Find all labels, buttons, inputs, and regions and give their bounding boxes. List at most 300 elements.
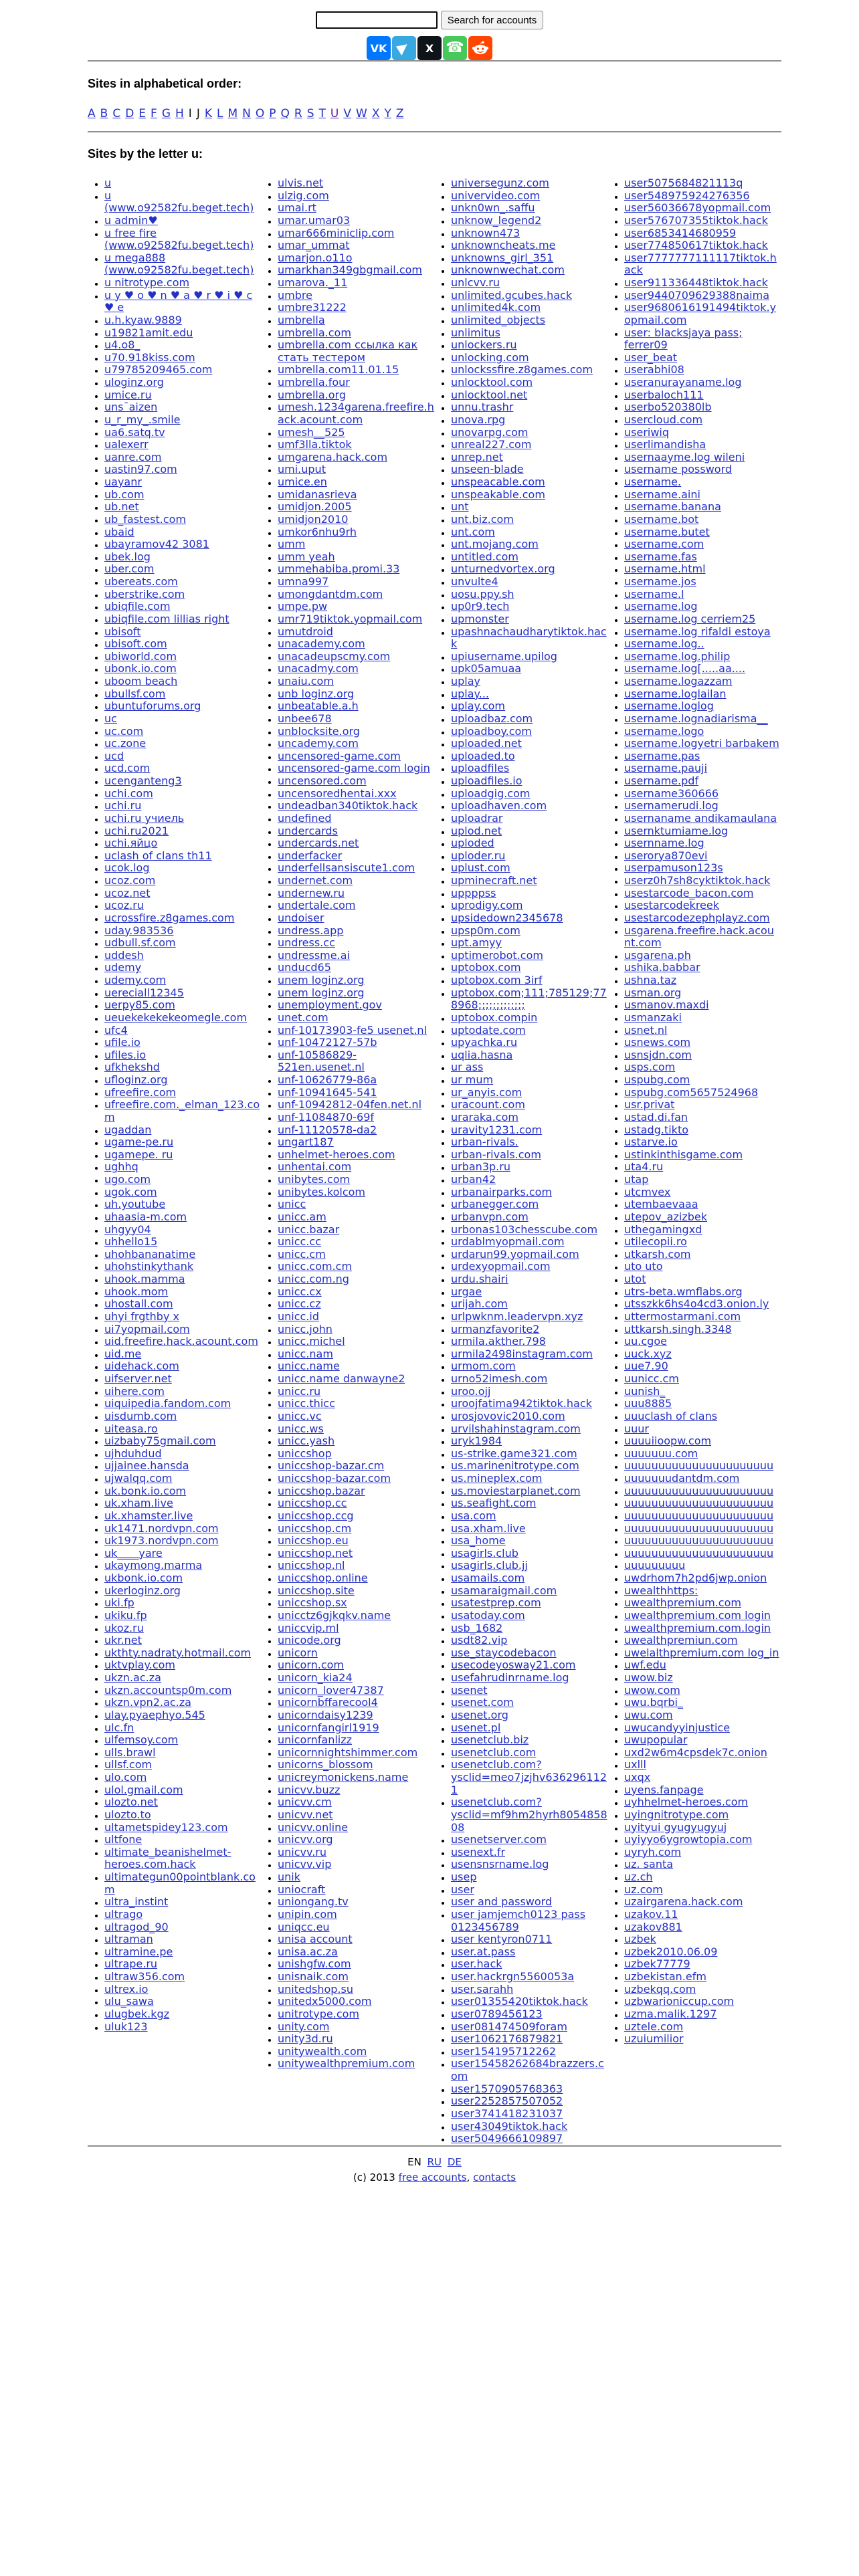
site-link[interactable]: uppppss [451,886,496,899]
site-link[interactable]: unicvv.ru [278,1845,327,1858]
site-link[interactable]: umbrella.four [278,376,350,389]
site-link[interactable]: umr719tiktok.yopmail.com [278,612,423,625]
site-link[interactable]: user and password [451,1895,553,1909]
site-link[interactable]: ubereats.com [104,575,178,588]
site-link[interactable]: ummehabiba.promi.33 [278,562,400,576]
language-link-de[interactable]: DE [447,2155,462,2168]
site-link[interactable]: utrs-beta.wmflabs.org [624,1285,743,1298]
site-link[interactable]: ubisoft [104,625,141,638]
site-link[interactable]: unicorn_kia24 [278,1671,353,1684]
site-link[interactable]: us.mineplex.com [451,1472,543,1485]
site-link[interactable]: uki.fp [104,1596,134,1610]
site-link[interactable]: uptobox.com 3irf [451,974,543,986]
site-link[interactable]: ulay.pyaephyo.545 [104,1708,205,1721]
site-link[interactable]: uloginz.org [104,376,164,389]
letter-link-B[interactable]: B [100,107,108,120]
site-link[interactable]: uhyi frgthby x [104,1309,179,1323]
site-link[interactable]: uz.ch [624,1870,653,1883]
site-link[interactable]: unik [278,1870,300,1883]
site-link[interactable]: uwealthpremium.com [624,1596,741,1610]
site-link[interactable]: uk____yare [104,1546,163,1560]
site-link[interactable]: unbeatable.a.h [278,700,359,713]
site-link[interactable]: umidjon.2005 [278,500,352,514]
site-link[interactable]: unhentai.com [278,1160,352,1174]
site-link[interactable]: unacademy.com [278,637,365,651]
site-link[interactable]: u mega888 (www.o92582fu.beget.tech) [104,251,254,277]
site-link[interactable]: uplust.com [451,861,510,875]
site-link[interactable]: usestarcodezephplayz.com [624,911,770,924]
site-link[interactable]: uh.youtube [104,1198,166,1211]
site-link[interactable]: unicc.vc [278,1409,322,1422]
site-link[interactable]: uc.com [104,724,144,738]
site-link[interactable]: uzbek [624,1933,656,1946]
site-link[interactable]: username.logazzam [624,675,733,687]
site-link[interactable]: ulugbek.kgz [104,2007,170,2020]
site-link[interactable]: unf-10626779-86a [278,1073,377,1086]
site-link[interactable]: ukthty.nadraty.hotmail.com [104,1646,252,1659]
site-link[interactable]: unseen-blade [451,463,524,476]
site-link[interactable]: uncensored.com [278,774,367,787]
site-link[interactable]: ultraw356.com [104,1970,185,1983]
site-link[interactable]: uktvplay.com [104,1658,175,1672]
site-link[interactable]: unb loginz.org [278,687,355,700]
site-link[interactable]: ucoz.ru [104,899,144,912]
search-input[interactable] [316,11,438,29]
site-link[interactable]: ucd [104,749,124,762]
site-link[interactable]: upiusername.upilog [451,649,557,663]
site-link[interactable]: uanre.com [104,450,162,463]
site-link[interactable]: uniccshop.cm [278,1521,352,1535]
site-link[interactable]: urban-rivals. [451,1136,518,1149]
site-link[interactable]: unicc.com.ng [278,1273,349,1285]
site-link[interactable]: uwealthhttps: [624,1584,698,1597]
site-link[interactable]: uniccshop.cc [278,1497,347,1510]
site-link[interactable]: uniccshop-bazar.com [278,1472,391,1485]
site-link[interactable]: ur_anyis.com [451,1085,522,1099]
site-link[interactable]: uploadfiles.io [451,774,522,787]
site-link[interactable]: urbanegger.com [451,1198,539,1211]
site-link[interactable]: urosjovovic2010.com [451,1409,565,1422]
site-link[interactable]: unlimited4k.com [451,301,541,314]
site-link[interactable]: umongdantdm.com [278,587,383,601]
site-link[interactable]: umm [278,538,306,551]
site-link[interactable]: uizbaby75gmail.com [104,1434,216,1448]
site-link[interactable]: user0789456123 [451,2007,543,2020]
site-link[interactable]: umgarena.hack.com [278,450,388,463]
site-link[interactable]: ukzn.accountsp0m.com [104,1683,232,1697]
site-link[interactable]: unt.com [451,525,495,538]
site-link[interactable]: unreal227.com [451,438,532,451]
site-link[interactable]: us-strike.game321.com [451,1446,577,1460]
site-link[interactable]: unicvv.cm [278,1796,332,1809]
site-link[interactable]: uttkarsh.singh.3348 [624,1322,732,1335]
site-link[interactable]: ua6.satq.tv [104,425,165,439]
site-link[interactable]: up0r9.tech [451,600,510,613]
site-link[interactable]: user jamjemch0123 pass 0123456789 [451,1907,586,1933]
site-link[interactable]: unicorn [278,1646,318,1659]
site-link[interactable]: ujhduhdud [104,1446,162,1460]
site-link[interactable]: ukzn.ac.za [104,1671,161,1684]
site-link[interactable]: undeadban340tiktok.hack [278,799,418,813]
site-link[interactable]: usecodeyosway21.com [451,1658,576,1672]
site-link[interactable]: uniccshop.ccg [278,1509,354,1522]
site-link[interactable]: upminecraft.net [451,874,537,887]
site-link[interactable]: ucok.log [104,861,150,875]
site-link[interactable]: uuu8885 [624,1397,672,1410]
site-link[interactable]: unem loginz.org [278,974,365,986]
site-link[interactable]: user1570905768363 [451,2082,563,2095]
site-link[interactable]: uhaasia-m.com [104,1210,187,1223]
site-link[interactable]: uploaded.to [451,749,515,762]
site-link[interactable]: unicc.thicc [278,1397,335,1410]
site-link[interactable]: unrep.net [451,450,503,463]
site-link[interactable]: username.fas [624,550,697,563]
site-link[interactable]: unicreymonickens.name [278,1771,409,1784]
site-link[interactable]: usenet.pl [451,1721,501,1734]
site-link[interactable]: urno52imesh.com [451,1372,548,1385]
site-link[interactable]: username.loglailan [624,687,727,700]
site-link[interactable]: unicornnightshimmer.com [278,1745,418,1759]
site-link[interactable]: usa.xham.live [451,1521,526,1535]
site-link[interactable]: user: blacksjaya pass; ferrer09 [624,326,743,352]
site-link[interactable]: ufile.io [104,1036,140,1049]
site-link[interactable]: usamails.com [451,1572,525,1584]
site-link[interactable]: ukaymong.marma [104,1559,203,1572]
site-link[interactable]: usernaayme.log wileni [624,450,745,463]
site-link[interactable]: unibytes.com [278,1173,351,1186]
site-link[interactable]: usernktumiame.log [624,824,729,837]
site-link[interactable]: uniccshop-bazar.cm [278,1459,385,1473]
site-link[interactable]: uuuuuuuuu [624,1559,686,1572]
site-link[interactable]: uyhhelmet-heroes.com [624,1796,749,1809]
site-link[interactable]: univervideo.com [451,189,541,202]
site-link[interactable]: uhhello15 [104,1235,158,1249]
site-link[interactable]: uzbekqq.com [624,1982,696,1996]
site-link[interactable]: ueuekekekekeomegle.com [104,1010,248,1024]
site-link[interactable]: u.h.kyaw.9889 [104,313,182,326]
site-link[interactable]: upk05amuaa [451,662,522,675]
site-link[interactable]: unt.mojang.com [451,538,539,551]
site-link[interactable]: username.lognadiarisma__ [624,712,768,725]
site-link[interactable]: user1062176879821 [451,2032,563,2046]
site-link[interactable]: unf-10586829-521en.usenet.nl [278,1048,365,1074]
site-link[interactable]: ubonk.io.com [104,662,177,675]
site-link[interactable]: ustinkinthisgame.com [624,1148,743,1161]
site-link[interactable]: uk1471.nordvpn.com [104,1521,219,1535]
site-link[interactable]: username.loglog [624,700,714,713]
site-link[interactable]: unaiu.com [278,675,334,687]
site-link[interactable]: uwu.com [624,1708,673,1721]
site-link[interactable]: urdablmyopmail.com [451,1235,565,1249]
site-link[interactable]: unicc.name [278,1360,340,1373]
site-link[interactable]: user5049666109897 [451,2132,563,2145]
site-link[interactable]: uploaded.net [451,737,522,750]
site-link[interactable]: uuuuuuuuuuuuuuuuuuuuuu [624,1546,774,1560]
site-link[interactable]: user911336448tiktok.hack [624,276,768,289]
site-link[interactable]: uchi.ru [104,799,142,813]
site-link[interactable]: usb_1682 [451,1621,503,1634]
site-link[interactable]: urvilshahinstagram.com [451,1422,581,1435]
site-link[interactable]: uyens.fanpage [624,1783,704,1796]
site-link[interactable]: uchi.ru учиель [104,811,185,825]
site-link[interactable]: usenet [451,1683,488,1697]
site-link[interactable]: username.log.philip [624,649,731,663]
site-link[interactable]: usenet.org [451,1708,508,1721]
site-link[interactable]: u4.o8_ [104,338,140,352]
site-link[interactable]: unemployment.gov [278,998,382,1012]
site-link[interactable]: unicvv.buzz [278,1783,341,1796]
site-link[interactable]: uspubg.com [624,1073,690,1086]
site-link[interactable]: uwupopular [624,1733,688,1747]
site-link[interactable]: uravity1231.com [451,1123,543,1136]
site-link[interactable]: ukr.net [104,1634,142,1647]
site-link[interactable]: uniccshop.net [278,1546,353,1560]
site-link[interactable]: ui7yopmail.com [104,1322,190,1335]
site-link[interactable]: urmila2498instagram.com [451,1347,593,1360]
site-link[interactable]: username.banana [624,500,721,514]
site-link[interactable]: user774850617tiktok.hack [624,239,768,252]
site-link[interactable]: usdt82.vip [451,1634,508,1647]
site-link[interactable]: usernaname andikamaulana [624,811,777,825]
site-link[interactable]: urbonas103chesscube.com [451,1222,598,1236]
site-link[interactable]: ughhq [104,1160,138,1174]
site-link[interactable]: undoiser [278,911,324,924]
vk-icon[interactable] [367,36,391,60]
site-link[interactable]: uchi.com [104,786,153,800]
site-link[interactable]: unishgfw.com [278,1957,351,1971]
site-link[interactable]: uuuuuuuuuuuuuuuuuuuuuu [624,1534,774,1547]
site-link[interactable]: unf-11120578-da2 [278,1123,377,1136]
site-link[interactable]: uploadhaven.com [451,799,547,813]
site-link[interactable]: unknowns_girl_351 [451,251,554,264]
site-link[interactable]: urgae [451,1285,482,1298]
site-link[interactable]: uraraka.com [451,1110,518,1123]
site-link[interactable]: unlcvv.ru [451,276,500,289]
site-link[interactable]: universegunz.com [451,177,549,189]
site-link[interactable]: userlimandisha [624,438,706,451]
site-link[interactable]: useriwiq [624,425,670,439]
site-link[interactable]: ucoz.net [104,886,151,899]
site-link[interactable]: ur ass [451,1061,484,1074]
site-link[interactable]: uz.com [624,1883,663,1896]
site-link[interactable]: unturnedvortex.org [451,562,555,576]
site-link[interactable]: urlpwknm.leadervpn.xyz [451,1309,583,1323]
site-link[interactable]: unbee678 [278,712,332,725]
site-link[interactable]: username.pdf [624,774,699,787]
site-link[interactable]: umna997 [278,575,329,588]
site-link[interactable]: unitywealth.com [278,2044,367,2058]
site-link[interactable]: user43049tiktok.hack [451,2119,568,2133]
site-link[interactable]: ukerloginz.org [104,1584,181,1597]
site-link[interactable]: uid.me [104,1347,142,1360]
site-link[interactable]: uuck.xyz [624,1347,672,1360]
site-link[interactable]: username.pas [624,749,700,762]
site-link[interactable]: umbrella [278,313,325,326]
site-link[interactable]: unicc.id [278,1309,320,1323]
site-link[interactable]: unicorns_blossom [278,1758,373,1772]
site-link[interactable]: uuuuuuu.com [624,1446,698,1460]
site-link[interactable]: unicvv.online [278,1820,349,1834]
site-link[interactable]: uidehack.com [104,1360,179,1373]
site-link[interactable]: uploadgig.com [451,786,531,800]
letter-link-D[interactable]: D [125,107,134,120]
site-link[interactable]: usagirls.club [451,1546,518,1560]
site-link[interactable]: usestarcodekreek [624,899,719,912]
site-link[interactable]: username.log cerriem25 [624,612,756,625]
site-link[interactable]: utap [624,1173,649,1186]
site-link[interactable]: uzbek77779 [624,1957,690,1971]
site-link[interactable]: uptimerobot.com [451,948,543,962]
site-link[interactable]: uthegamingxd [624,1222,702,1236]
site-link[interactable]: unicorn_lover47387 [278,1683,384,1697]
site-link[interactable]: unknowncheats.me [451,239,556,252]
site-link[interactable]: utkarsh.com [624,1247,691,1261]
site-link[interactable]: uhohstinkythank [104,1260,194,1273]
site-link[interactable]: ub_fastest.com [104,512,187,526]
site-link[interactable]: usmanzaki [624,1010,682,1024]
site-link[interactable]: u free fire (www.o92582fu.beget.tech) [104,226,254,252]
site-link[interactable]: umbrella.com [278,326,351,339]
site-link[interactable]: ultametspidey123.com [104,1820,228,1834]
site-link[interactable]: uprodigy.com [451,899,523,912]
site-link[interactable]: uqlia.hasna [451,1048,513,1061]
site-link[interactable]: ulozto.net [104,1796,158,1809]
site-link[interactable]: uc.zone [104,737,147,750]
site-link[interactable]: ukzn.vpn2.ac.za [104,1696,191,1709]
site-link[interactable]: unt [451,500,469,514]
site-link[interactable]: umar666miniclip.com [278,226,395,239]
site-link[interactable]: unlockers.ru [451,338,517,352]
site-link[interactable]: usatestprep.com [451,1596,541,1610]
site-link[interactable]: u [104,177,112,189]
site-link[interactable]: unicc.yash [278,1434,335,1448]
site-link[interactable]: uwucandyyinjustice [624,1721,731,1734]
site-link[interactable]: umbre [278,288,312,302]
site-link[interactable]: username.log.. [624,637,704,651]
site-link[interactable]: uc [104,712,117,725]
site-link[interactable]: ultimategun00pointblank.com [104,1870,256,1896]
site-link[interactable]: unlocking.com [451,350,529,364]
site-link[interactable]: usamaraigmail.com [451,1584,557,1597]
site-link[interactable]: utembaevaaa [624,1198,698,1211]
site-link[interactable]: ufreefire.com._elman_123.com [104,1098,260,1123]
site-link[interactable]: unisnaik.com [278,1970,349,1983]
site-link[interactable]: usefahrudinrname.log [451,1671,569,1684]
site-link[interactable]: uniocraft [278,1883,326,1896]
site-link[interactable]: ulvis.net [278,177,324,189]
site-link[interactable]: undernew.ru [278,886,345,899]
site-link[interactable]: upmonster [451,612,509,625]
site-link[interactable]: umar_ummat [278,239,350,252]
site-link[interactable]: uwealthpremiun.com [624,1634,738,1647]
site-link[interactable]: uniongang.tv [278,1895,349,1909]
site-link[interactable]: username.logo [624,724,704,738]
site-link[interactable]: uptobox.com;111;785129;778968;;;;;;;;;;;;; [451,986,607,1012]
letter-link-L[interactable]: L [216,107,223,120]
site-link[interactable]: uhook.mamma [104,1273,185,1285]
letter-link-O[interactable]: O [255,107,265,120]
site-link[interactable]: uunish_ [624,1384,666,1398]
site-link[interactable]: ubiworld.com [104,649,177,663]
site-link[interactable]: uuuuuuuuuuuuuuuuuuuuuu [624,1484,774,1497]
site-link[interactable]: ultra_instint [104,1895,169,1909]
site-link[interactable]: user.at.pass [451,1945,516,1958]
site-link[interactable]: user2252857507052 [451,2095,563,2108]
site-link[interactable]: uroojfatima942tiktok.hack [451,1397,592,1410]
site-link[interactable]: ufc4 [104,1023,128,1037]
site-link[interactable]: uiquipedia.fandom.com [104,1397,231,1410]
site-link[interactable]: uniccshop.bazar [278,1484,365,1497]
site-link[interactable]: ultimate_beanishelmet-heroes.com.hack [104,1845,231,1871]
site-link[interactable]: umesh__525 [278,425,345,439]
site-link[interactable]: username.l [624,587,684,601]
site-link[interactable]: uns¯aizen [104,401,158,414]
site-link[interactable]: ujjainee.hansda [104,1459,189,1473]
site-link[interactable]: upsp0m.com [451,924,520,937]
site-link[interactable]: unlocktool.net [451,388,528,401]
site-link[interactable]: uwelalthpremium.com log_in [624,1646,779,1659]
site-link[interactable]: usensnsrname.log [451,1858,549,1871]
site-link[interactable]: uuuuuuuuuuuuuuuuuuuuuu [624,1459,774,1473]
site-link[interactable]: usenetclub.com?ysclid=mf9hm2hyrh805485808 [451,1796,607,1834]
site-link[interactable]: unova.rpg [451,413,506,426]
site-link[interactable]: uncensoredhentai.xxx [278,786,397,800]
site-link[interactable]: ushika.babbar [624,961,700,974]
site-link[interactable]: usenet.com [451,1696,514,1709]
site-link[interactable]: unknownwechat.com [451,263,565,277]
letter-link-F[interactable]: F [151,107,157,120]
site-link[interactable]: username.log[.....aa.... [624,662,746,675]
site-link[interactable]: uniccshop.site [278,1584,355,1597]
site-link[interactable]: uspubg.com5657524968 [624,1085,759,1099]
site-link[interactable]: uastin97.com [104,463,177,476]
site-link[interactable]: umm yeah [278,550,335,563]
site-link[interactable]: username.com [624,538,704,551]
site-link[interactable]: username.bot [624,512,699,526]
site-link[interactable]: ultrago [104,1907,143,1921]
site-link[interactable]: unlimited.gcubes.hack [451,288,573,302]
site-link[interactable]: usa.com [451,1509,496,1522]
site-link[interactable]: usr.privat [624,1098,675,1111]
site-link[interactable]: uplay [451,675,481,687]
site-link[interactable]: uunicc.cm [624,1372,679,1385]
site-link[interactable]: urmanzfavorite2 [451,1322,540,1335]
site-link[interactable]: unicc.cx [278,1285,322,1298]
site-link[interactable]: usgarena.freefire.hack.acount.com [624,924,774,950]
site-link[interactable]: ugaddan [104,1123,152,1136]
site-link[interactable]: uboom beach [104,675,178,687]
site-link[interactable]: user6853414680959 [624,226,737,239]
site-link[interactable]: ustad.di.fan [624,1110,688,1123]
site-link[interactable]: unicc.am [278,1210,326,1223]
site-link[interactable]: unkn0wn_.saffu [451,201,535,215]
site-link[interactable]: uniccshop [278,1446,332,1460]
site-link[interactable]: uhook.mom [104,1285,169,1298]
letter-link-Q[interactable]: Q [280,107,290,120]
site-link[interactable]: uploded [451,837,494,850]
site-link[interactable]: uniccshop.online [278,1572,368,1584]
site-link[interactable]: umesh.1234garena.freefire.hack.acount.com [278,401,434,426]
site-link[interactable]: undercards.net [278,837,359,850]
site-link[interactable]: ubaid [104,525,134,538]
site-link[interactable]: ulzig.com [278,189,329,202]
site-link[interactable]: unspeacable.com [451,475,545,488]
site-link[interactable]: uryk1984 [451,1434,502,1448]
letter-link-P[interactable]: P [269,107,276,120]
letter-link-M[interactable]: M [227,107,238,120]
site-link[interactable]: utcmvex [624,1185,671,1198]
site-link[interactable]: unacadeupscmy.com [278,649,391,663]
